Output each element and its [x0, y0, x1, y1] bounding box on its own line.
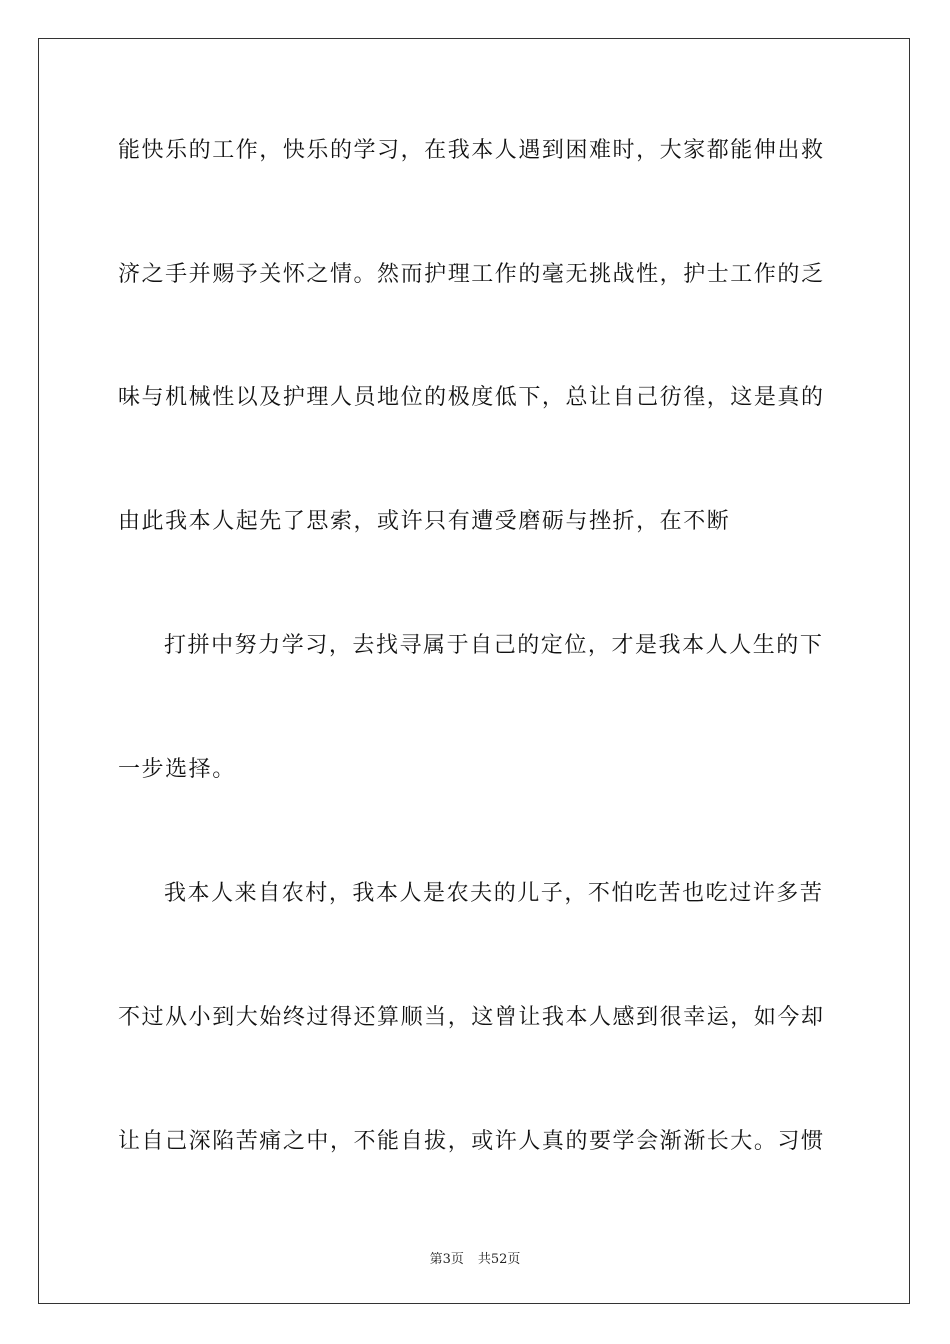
body-text-line: 打拼中努力学习，去找寻属于自己的定位，才是我本人人生的下 [164, 633, 824, 658]
body-text-line: 能快乐的工作，快乐的学习，在我本人遇到困难时，大家都能伸出救 [118, 138, 825, 163]
body-text-line: 一步选择。 [118, 757, 236, 782]
body-text-line: 让自己深陷苦痛之中，不能自拔，或许人真的要学会渐渐长大。习惯 [118, 1129, 825, 1154]
page-footer [0, 1248, 950, 1267]
body-text-line: 济之手并赐予关怀之情。然而护理工作的毫无挑战性，护士工作的乏 [118, 262, 825, 287]
body-text-line: 由此我本人起先了思索，或许只有遭受磨砺与挫折，在不断 [118, 509, 731, 534]
body-text-line: 我本人来自农村，我本人是农夫的儿子，不怕吃苦也吃过许多苦 [164, 881, 824, 906]
page-total: 共52页 [477, 1252, 521, 1267]
body-text-line: 不过从小到大始终过得还算顺当，这曾让我本人感到很幸运，如今却 [118, 1005, 825, 1030]
page-border [38, 38, 910, 1304]
page-number: 第3页 [429, 1252, 464, 1267]
body-text-line: 味与机械性以及护理人员地位的极度低下，总让自己彷徨，这是真的 [118, 385, 825, 410]
